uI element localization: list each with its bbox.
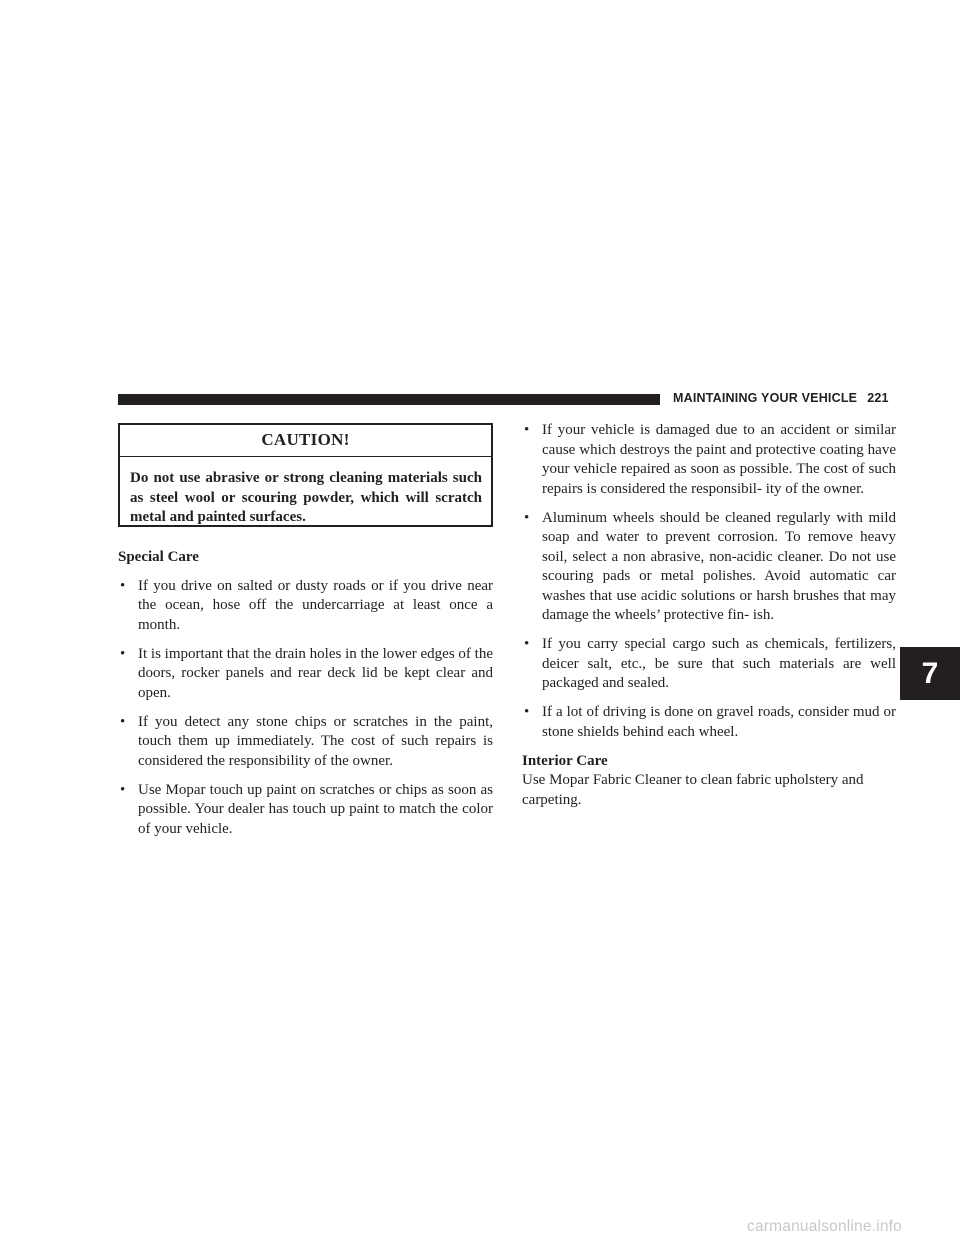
page-number: 221 [867,391,889,405]
special-care-list-left [118,577,493,840]
bullet-icon: • [120,577,126,594]
caution-box [118,423,493,527]
special-care-list-right [522,421,896,742]
right-column [522,421,896,810]
list-item: • Aluminum wheels should be cleaned regularly with mild soap and water to prevent corrosion. To remove heavy soil, select a non abrasive, non-acidic cleaner. Do not use scouring pads or metal polishes. Avoid automatic car washes that use acidic solutions or harsh brushes that may damage the wheels’ protective fin- ish. [524,509,896,623]
bullet-icon: • [120,645,126,662]
list-item: • It is important that the drain holes in the lower edges of the doors, rocker panels and rear deck lid be kept clear and open. [120,645,493,701]
section-title: MAINTAINING YOUR VEHICLE [673,391,858,405]
left-column [118,548,493,849]
list-item: • If your vehicle is damaged due to an accident or similar cause which destroys the paint and protective coating have your vehicle repaired as soon as possible. The cost of such repairs is considered the responsibil- ity of the owner. [524,422,896,497]
bullet-icon: • [524,636,530,652]
bullet-icon: • [120,781,126,798]
special-care-heading: Special Care [118,549,199,565]
header-rule [118,394,660,405]
list-item: • If you detect any stone chips or scratches in the paint, touch them up immediately. The cost of such repairs is considered the responsibility of the owner. [120,713,493,769]
caution-title: CAUTION! [261,430,350,449]
list-item: • If you carry special cargo such as chemicals, fertilizers, deicer salt, etc., be sure that such materials are well packaged and sealed. [524,636,896,691]
bullet-icon: • [524,422,530,438]
caution-divider [120,456,491,457]
watermark: carmanualsonline.info [747,1218,902,1235]
bullet-icon: • [524,704,530,720]
interior-care-heading: Interior Care [522,752,608,769]
bullet-icon: • [120,713,126,730]
list-item: • If you drive on salted or dusty roads or if you drive near the ocean, hose off the undercarriage at least once a month. [120,577,493,633]
interior-care-text: Use Mopar Fabric Cleaner to clean fabric upholstery and carpeting. [522,772,864,808]
chapter-tab: 7 [900,647,960,700]
bullet-icon: • [524,509,530,526]
list-item: • If a lot of driving is done on gravel roads, consider mud or stone shields behind each wheel. [524,704,896,740]
list-item: • Use Mopar touch up paint on scratches or chips as soon as possible. Your dealer has touch up paint to match the color of your vehicle. [120,781,493,837]
running-header [673,391,889,405]
caution-body: Do not use abrasive or strong cleaning materials such as steel wool or scouring powder, which will scratch metal and painted surfaces. [130,470,482,525]
